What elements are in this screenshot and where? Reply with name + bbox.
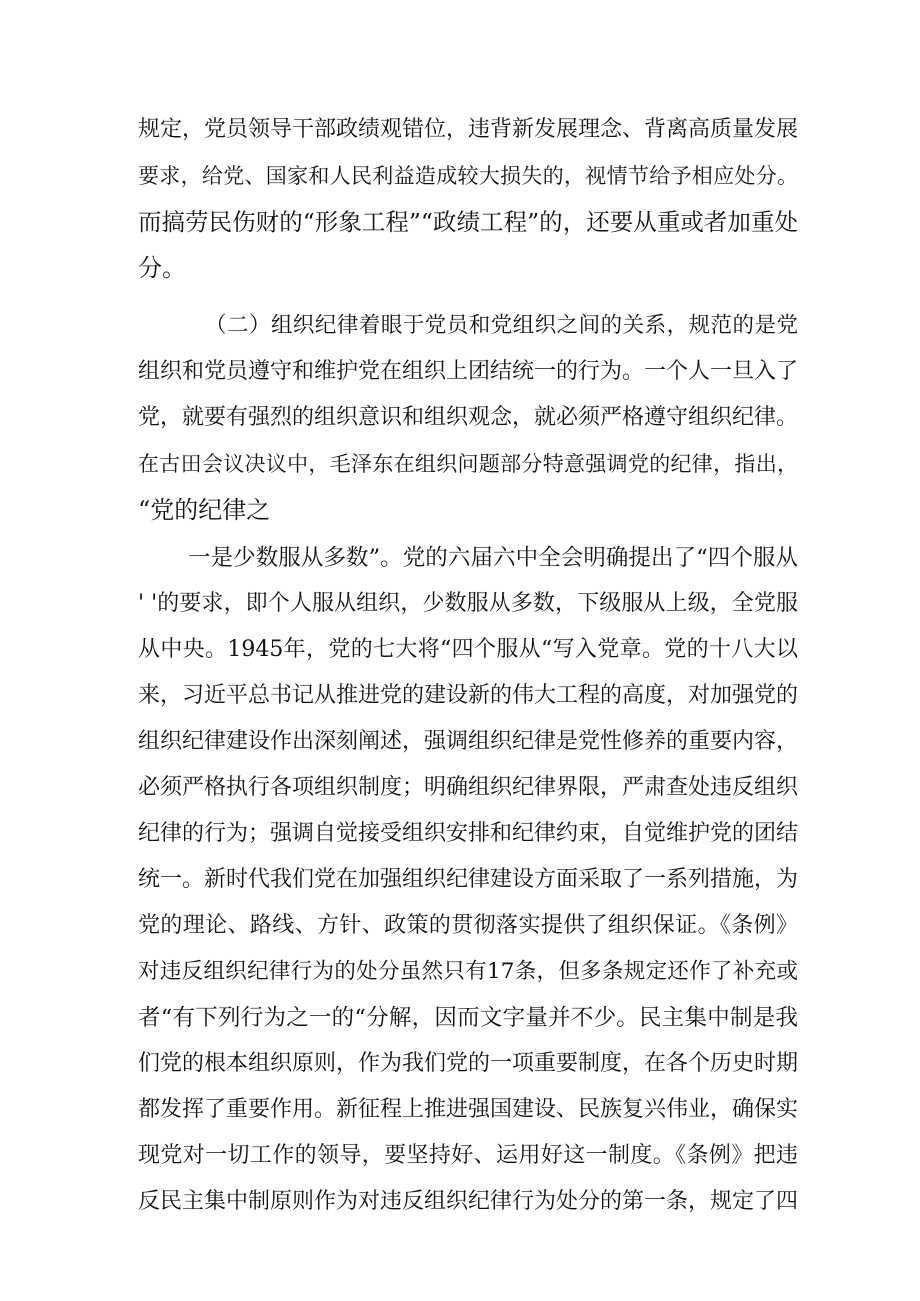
paragraph-2-line-1: （二）组织纪律着眼于党员和党组织之间的关系，规范的是党 xyxy=(205,313,798,338)
paragraph-3-line-12: 们党的根本组织原则，作为我们党的一项重要制度，在各个历史时期 xyxy=(138,1051,798,1076)
paragraph-3-line-14: 现党对一切工作的领导，要坚持好、运用好这一制度。《条例》把违 xyxy=(138,1143,798,1168)
paragraph-3-line-1: 一是少数服从多数”。党的六届六中全会明确提出了“四个服从 xyxy=(188,545,798,571)
paragraph-1-line-4: 分。 xyxy=(138,254,186,282)
paragraph-3-line-15: 反民主集中制原则作为对违反组织纪律行为处分的第一条，规定了四 xyxy=(138,1189,798,1214)
paragraph-1-line-2: 要求，给党、国家和人民利益造成较大损失的，视情节给予相应处分。 xyxy=(138,164,798,188)
paragraph-3-line-2: ' '的要求，即个人服从组织，少数服从多数，下级服从上级，全党服 xyxy=(138,591,798,616)
paragraph-3-line-10: 对违反组织纪律行为的处分虽然只有17条，但多条规定还作了补充或 xyxy=(138,959,798,984)
paragraph-2-line-5: “党的纪律之 xyxy=(138,496,271,524)
paragraph-3-line-6: 必须严格执行各项组织制度；明确组织纪律界限，严肃查处违反组织 xyxy=(138,775,798,800)
paragraph-3-line-11: 者“有下列行为之一的“分解，因而文字量并不少。民主集中制是我 xyxy=(138,1005,798,1031)
paragraph-3-line-4: 来，习近平总书记从推进党的建设新的伟大工程的高度，对加强党的 xyxy=(138,683,798,708)
paragraph-2-line-2: 组织和党员遵守和维护党在组织上团结统一的行为。一个人一旦入了 xyxy=(138,359,798,384)
paragraph-3-line-7: 纪律的行为；强调自觉接受组织安排和纪律约束，自觉维护党的团结 xyxy=(138,821,798,846)
paragraph-2-line-3: 党，就要有强烈的组织意识和组织观念，就必须严格遵守组织纪律。 xyxy=(138,405,798,430)
paragraph-1-line-1: 规定，党员领导干部政绩观错位，违背新发展理念、背离高质量发展 xyxy=(138,117,798,142)
paragraph-2-line-4: 在古田会议决议中，毛泽东在组织问题部分特意强调党的纪律，指出， xyxy=(138,452,798,476)
paragraph-3-line-9: 党的理论、路线、方针、政策的贯彻落实提供了组织保证。《条例》 xyxy=(138,913,798,938)
paragraph-3-line-5: 组织纪律建设作出深刻阐述，强调组织纪律是党性修养的重要内容， xyxy=(138,729,798,754)
paragraph-3-line-13: 都发挥了重要作用。新征程上推进强国建设、民族复兴伟业，确保实 xyxy=(138,1097,798,1122)
paragraph-3-line-8: 统一。新时代我们党在加强组织纪律建设方面采取了一系列措施，为 xyxy=(138,867,798,892)
paragraph-3-line-3: 从中央。1945年，党的七大将“四个服从“写入党章。党的十八大以 xyxy=(138,637,798,662)
paragraph-1-line-3: 而搞劳民伤财的“形象工程”“政绩工程”的，还要从重或者加重处 xyxy=(138,208,798,236)
